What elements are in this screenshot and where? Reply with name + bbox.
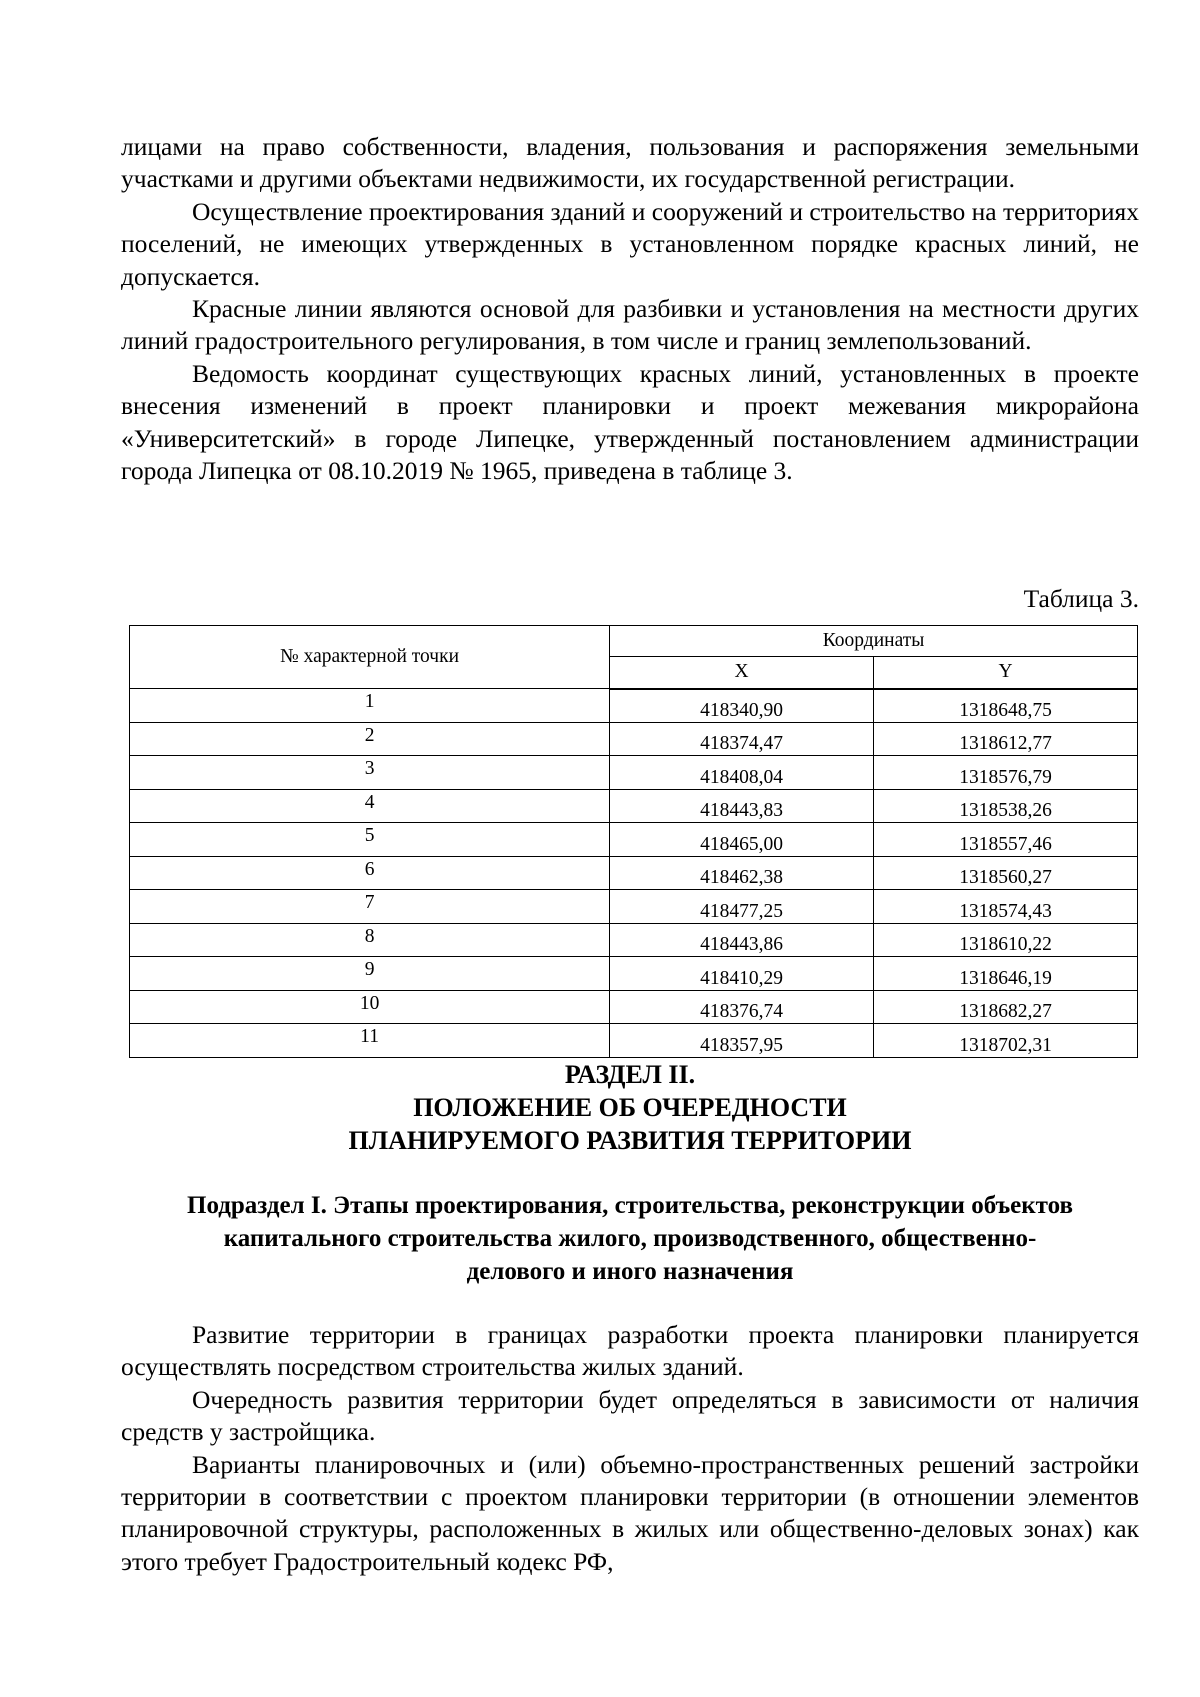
paragraph-development-method: Развитие территории в границах разработки проекта планировки планируется осуществлять посредством строительства жилых зданий.: [121, 1320, 1139, 1382]
cell-y: 1318576,79: [874, 756, 1138, 790]
paragraph-development-order: Очередность развития территории будет определяться в зависимости от наличия средств у застройщика.: [121, 1384, 1139, 1447]
table-row: [130, 789, 1138, 823]
cell-y: 1318574,43: [874, 890, 1138, 924]
cell-point: 10: [130, 990, 610, 1024]
section-heading: [121, 1058, 1139, 1157]
header-x: X: [610, 657, 874, 689]
cell-y: 1318646,19: [874, 957, 1138, 991]
subsection-title-line-3: делового и иного назначения: [466, 1258, 794, 1285]
cell-y: 1318560,27: [874, 856, 1138, 890]
paragraph-planning-options: Варианты планировочных и (или) объемно-пространственных решений застройки территории в соответствии с проектом планировки территории (в отношении элементов планировочной структуры, расположенных в жилых или общественно-деловых зонах) как этого требует Градостроительный кодекс РФ,: [121, 1449, 1139, 1576]
section-number: РАЗДЕЛ II.: [564, 1060, 696, 1089]
cell-x: 418376,74: [610, 990, 874, 1024]
intro-text-block: [121, 131, 1139, 487]
cell-x: 418462,38: [610, 856, 874, 890]
subsection-title-line-1: Подраздел I. Этапы проектирования, строительства, реконструкции объектов: [187, 1192, 1073, 1219]
table-caption: Таблица 3.: [1023, 584, 1139, 613]
cell-x: 418443,83: [610, 789, 874, 823]
cell-point: 1: [130, 689, 610, 723]
cell-y: 1318702,31: [874, 1024, 1138, 1058]
table-row: [130, 957, 1138, 991]
subsection-heading: [121, 1189, 1139, 1288]
table-row: [130, 756, 1138, 790]
development-text-block: [121, 1319, 1139, 1578]
cell-y: 1318648,75: [874, 689, 1138, 723]
cell-y: 1318682,27: [874, 990, 1138, 1024]
cell-point: 7: [130, 890, 610, 924]
section-title-line-2: ПЛАНИРУЕМОГО РАЗВИТИЯ ТЕРРИТОРИИ: [348, 1126, 912, 1155]
cell-point: 4: [130, 789, 610, 823]
cell-point: 5: [130, 823, 610, 857]
paragraph-red-lines-basis: Красные линии являются основой для разбивки и установления на местности других линий градостроительного регулирования, в том числе и границ землепользований.: [121, 294, 1139, 356]
table-row: [130, 890, 1138, 924]
coordinates-table: [129, 625, 1138, 1058]
cell-x: 418410,29: [610, 957, 874, 991]
table-row: [130, 856, 1138, 890]
paragraph-design-restriction: Осуществление проектирования зданий и сооружений и строительство на территориях поселений, не имеющих утвержденных в установленном порядке красных линий, не допускается.: [121, 196, 1139, 291]
header-coordinates: Координаты: [610, 626, 1138, 657]
header-y: Y: [874, 657, 1138, 689]
header-point-number: № характерной точки: [130, 626, 610, 689]
cell-x: 418340,90: [610, 689, 874, 723]
subsection-title-line-2: капитального строительства жилого, производственного, общественно-: [223, 1225, 1037, 1252]
section-title-line-1: ПОЛОЖЕНИЕ ОБ ОЧЕРЕДНОСТИ: [413, 1093, 847, 1122]
cell-x: 418357,95: [610, 1024, 874, 1058]
cell-point: 6: [130, 856, 610, 890]
cell-y: 1318610,22: [874, 923, 1138, 957]
cell-point: 8: [130, 923, 610, 957]
paragraph-coordinates-statement: Ведомость координат существующих красных линий, установленных в проекте внесения изменений в проект планировки и проект межевания микрорайона «Университетский» в городе Липецке, утвержденный постановлением администрации города Липецка от 08.10.2019 № 1965, приведена в таблице 3.: [121, 358, 1139, 486]
cell-x: 418443,86: [610, 923, 874, 957]
cell-point: 2: [130, 722, 610, 756]
cell-point: 3: [130, 756, 610, 790]
cell-point: 9: [130, 957, 610, 991]
paragraph-continuation: лицами на право собственности, владения, пользования и распоряжения земельными участками и другими объектами недвижимости, их государственной регистрации.: [121, 132, 1139, 194]
table-row: [130, 990, 1138, 1024]
table-row: [130, 722, 1138, 756]
cell-x: 418465,00: [610, 823, 874, 857]
table-row: [130, 823, 1138, 857]
table-row: [130, 1024, 1138, 1058]
cell-y: 1318557,46: [874, 823, 1138, 857]
cell-y: 1318538,26: [874, 789, 1138, 823]
cell-y: 1318612,77: [874, 722, 1138, 756]
table-row: [130, 689, 1138, 723]
cell-point: 11: [130, 1024, 610, 1058]
cell-x: 418408,04: [610, 756, 874, 790]
table-row: [130, 923, 1138, 957]
cell-x: 418477,25: [610, 890, 874, 924]
cell-x: 418374,47: [610, 722, 874, 756]
